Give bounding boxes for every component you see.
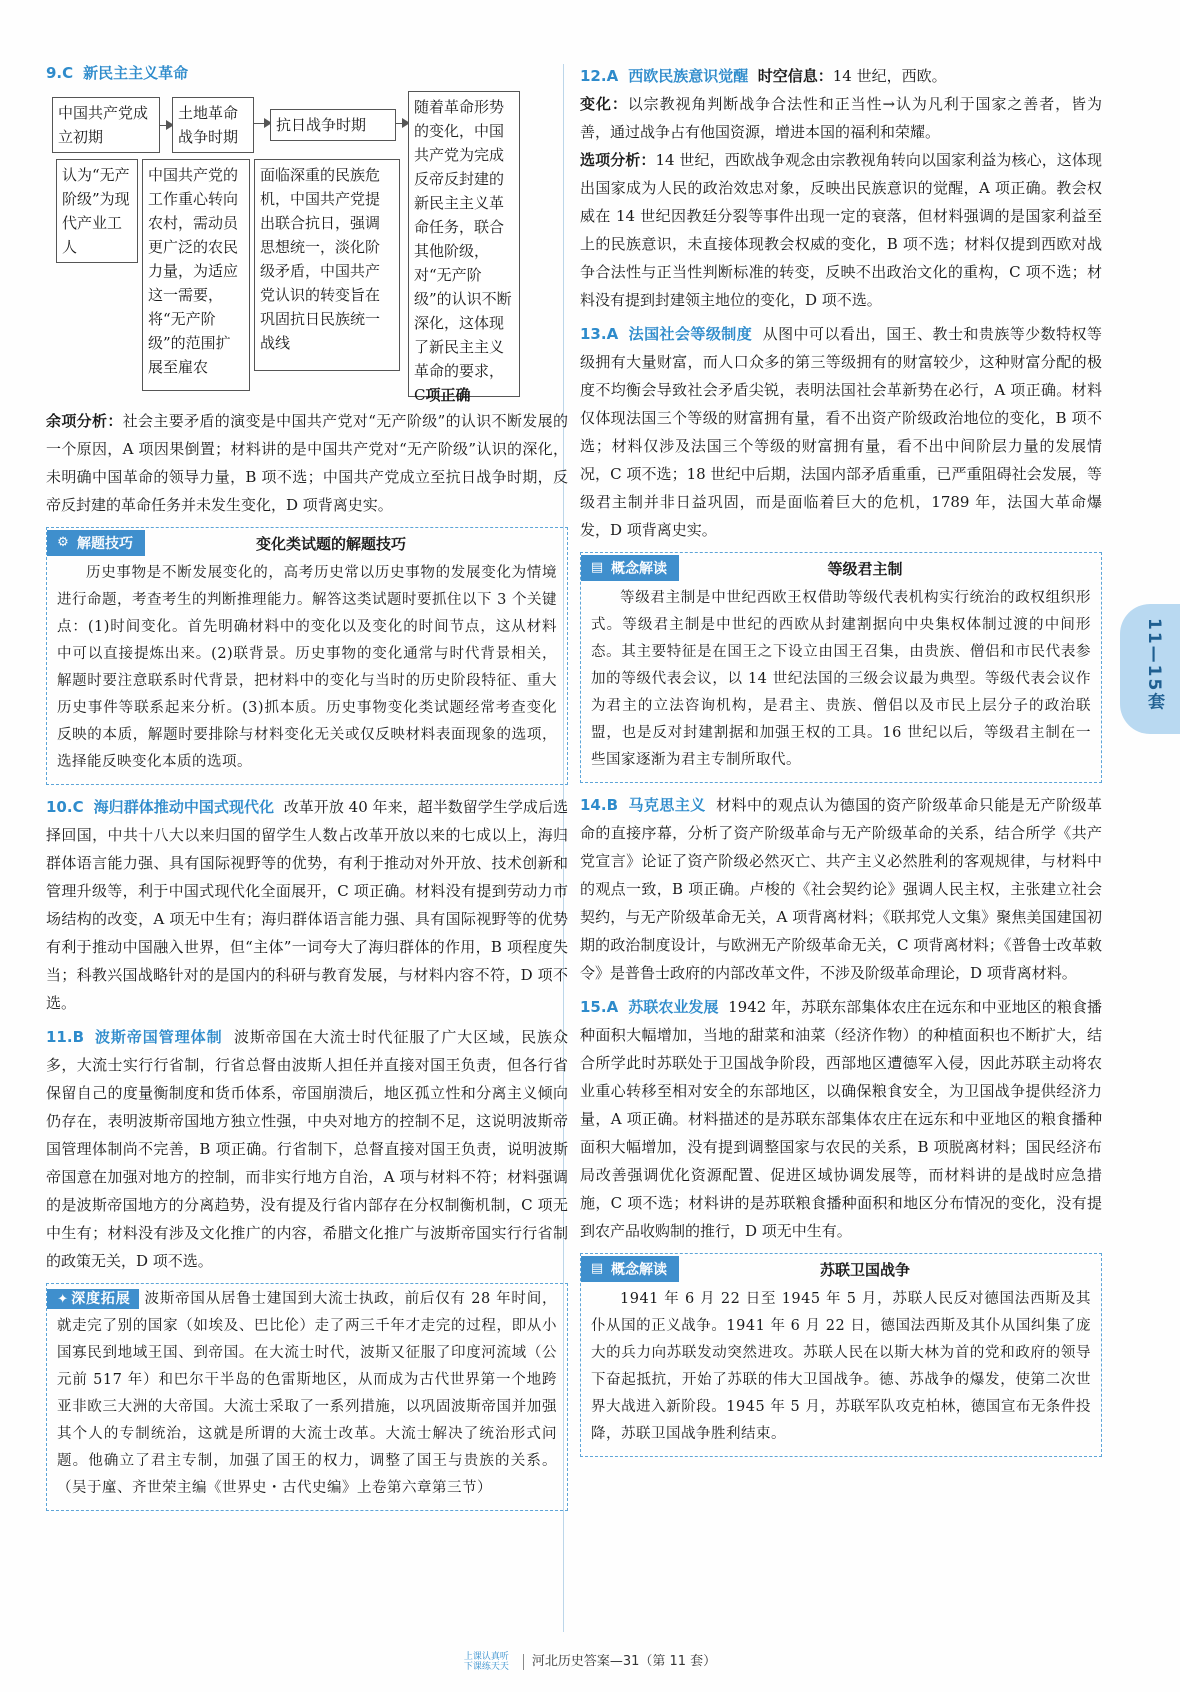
q11-extension-tag xyxy=(47,1289,139,1309)
q12-info-label: 时空信息： xyxy=(757,67,833,85)
footer-logo-line1: 上课认真听 xyxy=(463,1651,509,1662)
q9-tip-box xyxy=(46,527,568,785)
q10-title: 海归群体推动中国式现代化 xyxy=(93,798,275,816)
q9-heading xyxy=(46,62,568,83)
set-range-tab xyxy=(1120,604,1180,734)
q9-tip-tag xyxy=(47,530,145,556)
footer-separator xyxy=(523,1654,524,1670)
q13-title: 法国社会等级制度 xyxy=(628,325,753,343)
q12-options xyxy=(580,146,1102,314)
q9-analysis xyxy=(46,407,568,519)
book-icon: ▤ xyxy=(590,560,604,575)
q12-heading xyxy=(580,67,748,85)
q15-concept-header xyxy=(581,1254,1101,1284)
q11-title: 波斯帝国管理体制 xyxy=(94,1028,223,1046)
q12-info: 14 世纪，西欧。 xyxy=(832,67,947,85)
q10-paragraph xyxy=(46,793,568,1017)
footer-set-label: （第 11 套） xyxy=(639,1654,717,1669)
q14-title: 马克思主义 xyxy=(628,796,706,814)
flow-summary-text: 随着革命形势的变化，中国共产党为完成反帝反封建的新民主主义革命任务，联合其他阶级，对“无产阶级”的认识不断深化，这体现了新民主主义革命的要求，C xyxy=(414,98,512,404)
q11-extension-box xyxy=(46,1283,568,1511)
q13-concept-tag-label: 概念解读 xyxy=(611,561,667,577)
left-column xyxy=(46,62,568,1519)
q15-title: 苏联农业发展 xyxy=(628,998,719,1016)
q13-concept-title: 等级君主制 xyxy=(827,559,903,578)
q13-number: 13.A xyxy=(580,325,619,343)
q14-heading xyxy=(580,796,706,814)
q13-text: 从图中可以看出，国王、教士和贵族等少数特权等级拥有大量财富，而人口众多的第三等级拥有的财富较少，这种财富分配的极度不均衡会导致社会矛盾尖锐，表明法国社会革新势在必行，A 项正确。材料仅体现法国三个等级的财富拥有量，看不出资产阶级政治地位的变化，B 项不选；材料仅涉及法国三个等级的财富拥有量，看不出中间阶层力量的发展情况，C 项不选；18 世纪中后期，法国内部矛盾重重，已严重阻碍社会发展，等级君主制并非日益巩固，而是面临着巨大的危机，1789 年，法国大革命爆发，D 项背离史实。 xyxy=(580,325,1102,539)
flow-summary xyxy=(408,91,520,404)
q12-options-label: 选项分析： xyxy=(580,151,656,169)
q14-paragraph xyxy=(580,791,1102,987)
q11-paragraph xyxy=(46,1023,568,1275)
q12-number: 12.A xyxy=(580,67,619,85)
footer-page-label: 河北历史答案—31 xyxy=(531,1654,640,1669)
book-icon: ▤ xyxy=(590,1261,604,1276)
q11-text: 波斯帝国在大流士时代征服了广大区域，民族众多，大流士实行行省制，行省总督由波斯人担任并直接对国王负责，但各行省保留自己的度量衡制度和货币体系，帝国崩溃后，地区孤立性和分离主义倾向仍存在，表明波斯帝国地方独立性强，中央对地方的控制不足，这说明波斯帝国管理体制尚不完善，B 项正确。行省制下，总督直接对国王负责，说明波斯帝国意在加强对地方的控制，而非实行地方自治，A 项与材料不符；材料强调的是波斯帝国地方的分离趋势，没有提及行省内部存在分权制衡机制，C 项无中生有；材料没有涉及文化推广的内容，希腊文化推广与波斯帝国实行行省制的政策无关，D 项不选。 xyxy=(46,1028,568,1270)
lightbulb-icon: ✦ xyxy=(57,1292,69,1307)
q15-concept-box xyxy=(580,1253,1102,1457)
flow-arrow-1 xyxy=(160,125,172,126)
q9-title: 新民主主义革命 xyxy=(83,64,189,82)
q9-flowchart xyxy=(46,89,568,404)
gear-icon: ⚙ xyxy=(57,535,69,550)
q15-number: 15.A xyxy=(580,998,619,1016)
footer-logo xyxy=(464,1652,509,1672)
set-range-label: 11—15套 xyxy=(1144,618,1164,712)
q14-number: 14.B xyxy=(580,796,619,814)
q11-extension-text: 波斯帝国从居鲁士建国到大流士执政，前后仅有 28 年时间，就走完了别的国家（如埃及、巴比伦）走了两三千年才走完的过程，即从小国寡民到地域王国、到帝国。在大流士时代，波斯又征服了印度河流域（公元前 517 年）和巴尔干半岛的色雷斯地区，从而成为古代世界第一个地跨亚非欧三大洲的大帝国。大流士采取了一系列措施，以巩固波斯帝国并加强其个人的专制统治，这就是所谓的大流士改革。大流士解决了统治形式问题。他确立了君主专制，加强了国王的权力，调整了国王与贵族的关系。（吴于廑、齐世荣主编《世界史・古代史编》上卷第六章第三节） xyxy=(57,1291,558,1496)
flow-arrow-2 xyxy=(254,123,270,124)
q14-text: 材料中的观点认为德国的资产阶级革命只能是无产阶级革命的直接序幕，分析了资产阶级革命与无产阶级革命的关系，结合所学《共产党宣言》论证了资产阶级必然灭亡、共产主义必然胜利的客观规律，与材料中的观点一致，B 项正确。卢梭的《社会契约论》强调人民主权，主张建立社会契约，与无产阶级革命无关，A 项背离材料；《联邦党人文集》聚焦美国建国初期的政治制度设计，与欧洲无产阶级革命无关，C 项背离材料；《普鲁士改革敕令》是普鲁士政府的内部改革文件，不涉及阶级革命理论，D 项背离材料。 xyxy=(580,796,1102,982)
q15-paragraph xyxy=(580,993,1102,1245)
q9-analysis-text: 社会主要矛盾的演变是中国共产党对“无产阶级”的认识不断发展的一个原因，A 项因果倒置；材料讲的是中国共产党对“无产阶级”认识的深化，未明确中国革命的领导力量，B 项不选；中国共产党成立至抗日战争时期，反帝反封建的革命任务并未发生变化，D 项背离史实。 xyxy=(46,412,568,514)
q9-analysis-label: 余项分析： xyxy=(46,412,123,430)
q12-title: 西欧民族意识觉醒 xyxy=(628,67,749,85)
q9-number: 9.C xyxy=(46,64,74,82)
q11-heading xyxy=(46,1028,223,1046)
q12-change-text: 以宗教视角判断战争合法性和正当性→认为凡利于国家之善者，皆为善，通过战争占有他国资源，增进本国的福利和荣耀。 xyxy=(580,95,1102,141)
q15-concept-text: 1941 年 6 月 22 日至 1945 年 5 月，苏联人民反对德国法西斯及其仆从国的正义战争。1941 年 6 月 22 日，德国法西斯及其仆从国纠集了庞大的兵力向苏联发动突然进攻。苏联人民在以斯大林为首的党和政府的领导下奋起抵抗，开始了苏联的伟大卫国战争。德、苏战争的爆发，使第二次世界大战进入新阶段。1945 年 5 月，苏联军队攻克柏林，德国宣布无条件投降，苏联卫国战争胜利结束。 xyxy=(591,1291,1091,1442)
q15-concept-tag-label: 概念解读 xyxy=(611,1262,667,1278)
q15-text: 1942 年，苏联东部集体农庄在远东和中亚地区的粮食播种面积大幅增加，当地的甜菜和油菜（经济作物）的种植面积也不断扩大，结合所学此时苏联处于卫国战争阶段，西部地区遭德军入侵，因此苏联主动将农业重心转移至相对安全的东部地区，以确保粮食安全，为卫国战争提供经济力量，A 项正确。材料描述的是苏联东部集体农庄在远东和中亚地区的粮食播种面积大幅增加，没有提到调整国家与农民的关系，B 项脱离材料；国民经济布局改善强调优化资源配置、促进区域协调发展等，而材料讲的是战时应急措施，C 项不选；材料讲的是苏联粮食播种面积和地区分布情况的变化，没有提到农产品收购制的推行，D 项无中生有。 xyxy=(580,998,1102,1240)
flow-stage-3-desc: 面临深重的民族危机，中国共产党提出联合抗日，强调思想统一，淡化阶级矛盾，中国共产党认识的转变旨在巩固抗日民族统一战线 xyxy=(254,159,400,371)
q13-concept-text: 等级君主制是中世纪西欧王权借助等级代表机构实行统治的政权组织形式。等级君主制是中世纪的西欧从封建割据向中央集权体制过渡的中间形态。其主要特征是在国王之下设立由国王召集，由贵族、僧侣和市民代表参加的等级代表会议，以 14 世纪法国的三级会议最为典型。等级代表会议作为君主的立法咨询机构，是君主、贵族、僧侣以及市民上层分子的政治联盟，也是反对封建割据和加强王权的工具。16 世纪以后，等级君主制在一些国家逐渐为君主专制所取代。 xyxy=(591,590,1091,768)
q15-concept-title: 苏联卫国战争 xyxy=(819,1260,910,1279)
q9-tip-text: 历史事物是不断发展变化的，高考历史常以历史事物的发展变化为情境进行命题，考查考生的判断推理能力。解答这类试题时要抓住以下 3 个关键点：(1)时间变化。首先明确材料中的变化以及变化的时间节点，这从材料中可以直接提炼出来。(2)联背景。历史事物的变化通常与时代背景相关，解题时要注意联系时代背景，把材料中的变化与当时的历史阶段特征、重大历史事件等联系起来分析。(3)抓本质。历史事物变化类试题经常考查变化反映的本质，解题时要排除与材料变化无关或仅反映材料表面现象的选项，选择能反映变化本质的选项。 xyxy=(57,565,557,770)
q13-concept-header xyxy=(581,553,1101,583)
q11-number: 11.B xyxy=(46,1028,85,1046)
q15-concept-tag xyxy=(581,1256,679,1282)
q9-tip-title: 变化类试题的解题技巧 xyxy=(255,534,406,553)
q15-heading xyxy=(580,998,718,1016)
flow-stage-2: 土地革命战争时期 xyxy=(172,97,254,153)
q13-concept-box xyxy=(580,552,1102,783)
q9-tip-header xyxy=(47,528,567,558)
q12-paragraph xyxy=(580,62,1102,90)
right-column xyxy=(580,62,1102,1465)
q12-change-label: 变化： xyxy=(580,95,628,113)
q9-tip-tag-label: 解题技巧 xyxy=(77,536,133,552)
q13-concept-tag xyxy=(581,555,679,581)
q12-options-text: 14 世纪，西欧战争观念由宗教视角转向以国家利益为核心，这体现出国家成为人民的政治效忠对象，反映出民族意识的觉醒，A 项正确。教会权威在 14 世纪因教廷分裂等事件出现一定的衰落，但材料强调的是国家利益至上的民族意识，未直接体现教会权威的变化，B 项不选；材料仅提到西欧对战争合法性与正当性判断标准的转变，反映不出政治文化的重构，C 项不选；材料没有提到封建领主地位的变化，D 项不选。 xyxy=(580,151,1102,309)
q13-heading xyxy=(580,325,752,343)
flow-stage-3: 抗日战争时期 xyxy=(270,109,396,141)
flow-stage-1: 中国共产党成立初期 xyxy=(52,97,160,153)
page-footer xyxy=(0,1650,1180,1672)
flow-arrow-3 xyxy=(396,123,408,124)
q10-text: 改革开放 40 年来，超半数留学生学成后选择回国，中共十八大以来归国的留学生人数占改革开放以来的七成以上，海归群体语言能力强、具有国际视野等的优势，有利于推动对外开放、技术创新和管理升级等，利于中国式现代化全面展开，C 项正确。材料没有提到劳动力市场结构的改变，A 项无中生有；海归群体语言能力强、具有国际视野等的优势有利于推动中国融入世界，但“主体”一词夸大了海归群体的作用，B 项程度失当；科教兴国战略针对的是国内的科研与教育发展，与材料内容不符，D 项不选。 xyxy=(46,798,568,1012)
flow-summary-verdict: 项正确 xyxy=(425,386,471,404)
q12-change xyxy=(580,90,1102,146)
flow-stage-1-desc: 认为“无产阶级”为现代产业工人 xyxy=(56,159,138,263)
q10-number: 10.C xyxy=(46,798,84,816)
q11-extension-tag-label: 深度拓展 xyxy=(71,1291,131,1307)
flow-stage-2-desc: 中国共产党的工作重心转向农村，需动员更广泛的农民力量，为适应这一需要，将“无产阶级”的范围扩展至雇农 xyxy=(142,159,250,391)
q13-paragraph xyxy=(580,320,1102,544)
footer-logo-line2: 下课练天天 xyxy=(463,1661,509,1672)
q10-heading xyxy=(46,798,274,816)
